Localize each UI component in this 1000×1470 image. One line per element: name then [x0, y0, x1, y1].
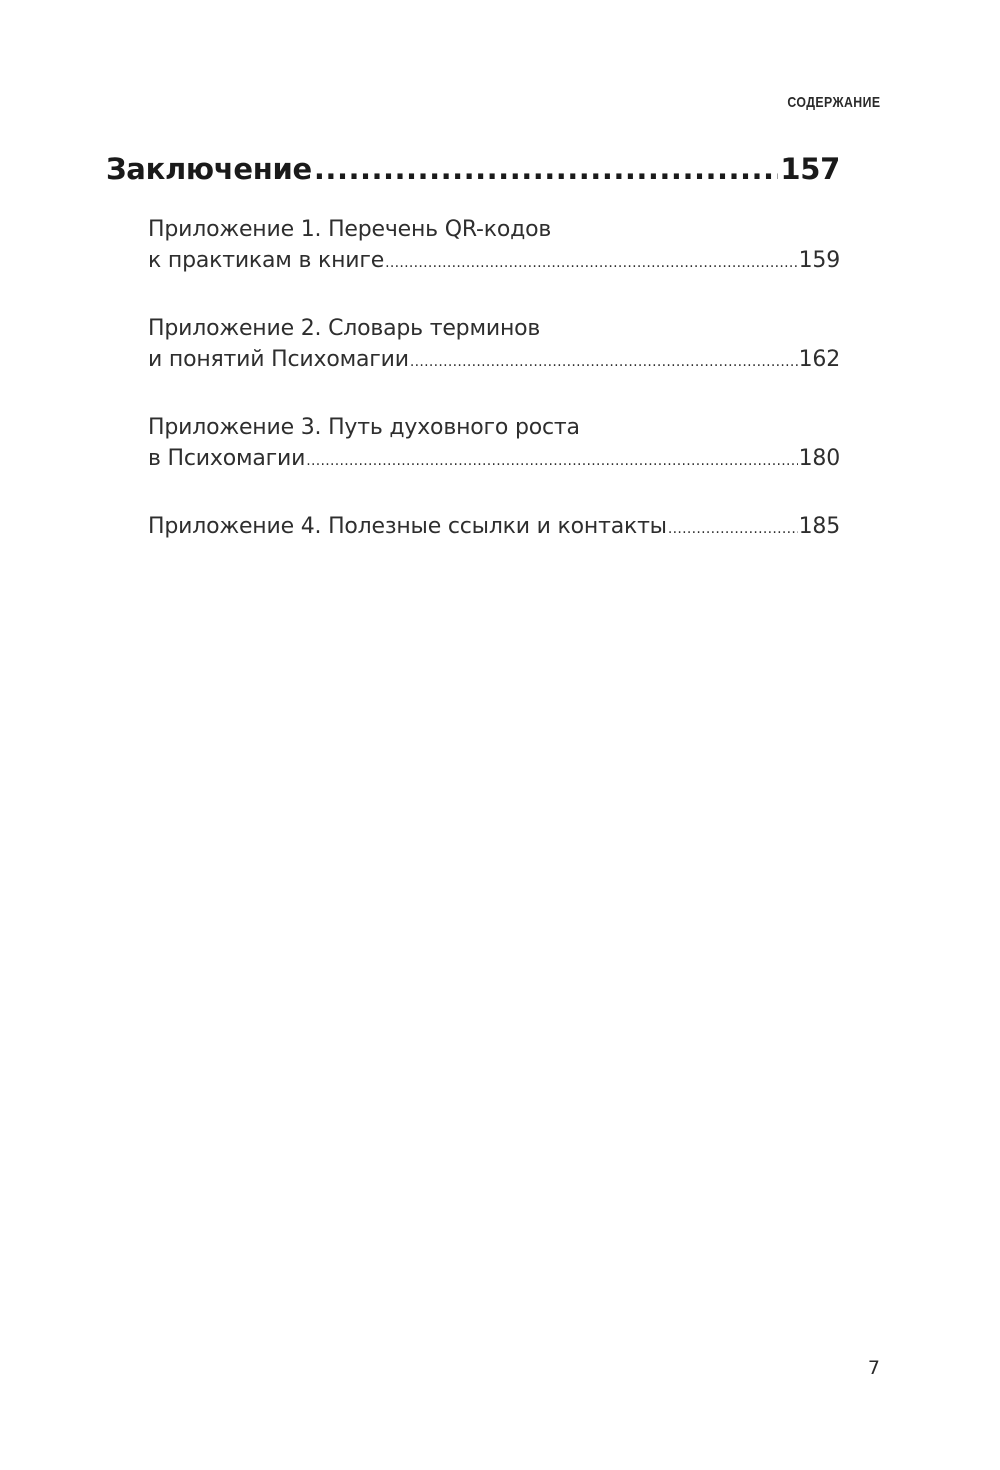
- page-number: 7: [867, 1357, 880, 1379]
- toc-entry-title-line1: Приложение 1. Перечень QR-кодов: [148, 217, 552, 242]
- toc-main-entry-page: 157: [780, 152, 840, 186]
- toc-entry-title-line2: к практикам в книге: [148, 248, 385, 273]
- toc-entry-appendix-3[interactable]: [148, 412, 840, 477]
- dot-leader: [385, 248, 797, 279]
- toc-entry-title-line1: Приложение 2. Словарь терминов: [148, 316, 541, 341]
- toc-entry-page: 185: [798, 514, 840, 539]
- toc-entry-page: 162: [798, 347, 840, 372]
- toc-main-entry[interactable]: [106, 150, 840, 188]
- toc-entry-title: Приложение 4. Полезные ссылки и контакты: [148, 514, 667, 539]
- table-of-contents: [106, 150, 840, 579]
- toc-entry-title-line2: в Психомагии: [148, 446, 306, 471]
- dot-leader: [668, 514, 798, 545]
- toc-entry-appendix-1[interactable]: [148, 214, 840, 279]
- toc-entry-appendix-4[interactable]: [148, 511, 840, 545]
- toc-entry-appendix-2[interactable]: [148, 313, 840, 378]
- toc-main-entry-title: Заключение: [106, 152, 312, 186]
- toc-entry-title-line1: Приложение 3. Путь духовного роста: [148, 415, 580, 440]
- running-header: СОДЕРЖАНИЕ: [786, 94, 880, 111]
- dot-leader: [410, 347, 798, 378]
- dot-leader: [314, 150, 778, 188]
- toc-sub-entries: [148, 214, 840, 545]
- toc-entry-page: 159: [798, 248, 840, 273]
- toc-entry-title-line2: и понятий Психомагии: [148, 347, 409, 372]
- dot-leader: [306, 446, 797, 477]
- toc-entry-page: 180: [798, 446, 840, 471]
